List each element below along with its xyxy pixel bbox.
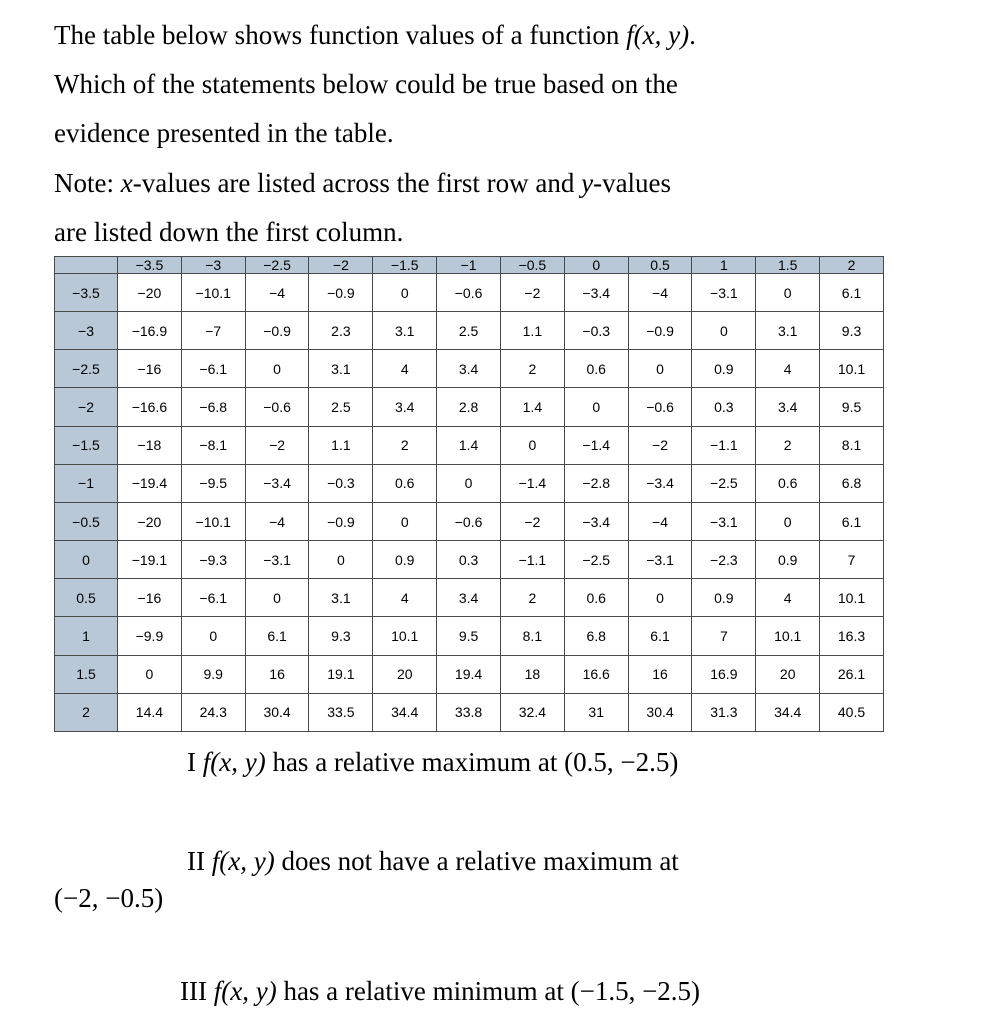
function-value-cell: 0.6	[564, 350, 628, 388]
function-value-cell: 0.9	[756, 541, 820, 579]
table-row	[55, 579, 884, 617]
x-value-header: −3.5	[118, 257, 182, 274]
statement-1-text: has a relative maximum at (0.5, −2.5)	[265, 747, 679, 777]
function-value-cell: 33.5	[309, 693, 373, 731]
y-value-header: −3.5	[55, 274, 118, 312]
function-value-cell: 2.5	[437, 312, 501, 350]
intro-line-3: evidence presented in the table.	[54, 118, 394, 148]
function-value-cell: −16	[118, 579, 182, 617]
function-value-cell: 1.4	[500, 388, 564, 426]
note-text-end: -values	[593, 168, 672, 198]
function-value-cell: 9.5	[820, 388, 884, 426]
x-value-header: 1	[692, 257, 756, 274]
function-value-cell: 2	[500, 350, 564, 388]
statement-1-label: I	[187, 747, 203, 777]
function-value-cell: 30.4	[245, 693, 309, 731]
function-value-cell: −9.3	[181, 541, 245, 579]
function-value-cell: 3.4	[437, 350, 501, 388]
function-value-cell: −0.6	[628, 388, 692, 426]
x-value-header: 0	[564, 257, 628, 274]
function-value-cell: 30.4	[628, 693, 692, 731]
y-value-header: 0	[55, 541, 118, 579]
function-value-cell: −0.9	[309, 274, 373, 312]
function-value-cell: −1.1	[500, 541, 564, 579]
function-value-cell: 2.8	[437, 388, 501, 426]
function-value-cell: −3.4	[628, 464, 692, 502]
y-value-header: 1.5	[55, 655, 118, 693]
function-value-cell: −2	[628, 426, 692, 464]
function-value-cell: 3.1	[309, 579, 373, 617]
function-value-cell: −2	[500, 274, 564, 312]
function-value-cell: −1.1	[692, 426, 756, 464]
statement-1	[187, 746, 678, 778]
function-value-cell: −6.8	[181, 388, 245, 426]
table-row	[55, 693, 884, 731]
x-value-header: −2.5	[245, 257, 309, 274]
function-value-cell: −1.4	[564, 426, 628, 464]
function-value-cell: −16.9	[118, 312, 182, 350]
function-value-cell: 3.4	[756, 388, 820, 426]
function-value-cell: 0	[692, 312, 756, 350]
x-value-header: −3	[181, 257, 245, 274]
function-value-cell: −7	[181, 312, 245, 350]
intro-line-2: Which of the statements below could be true based on the	[54, 69, 678, 99]
function-value-cell: −20	[118, 274, 182, 312]
function-value-cell: 0.6	[756, 464, 820, 502]
function-value-cell: 24.3	[181, 693, 245, 731]
function-value-cell: −19.1	[118, 541, 182, 579]
function-value-cell: −3.4	[564, 274, 628, 312]
function-value-cell: 0.6	[564, 579, 628, 617]
function-value-cell: 9.9	[181, 655, 245, 693]
function-value-cell: 0	[628, 350, 692, 388]
intro-line-4	[54, 168, 671, 198]
function-value-cell: 4	[756, 350, 820, 388]
function-value-cell: 18	[500, 655, 564, 693]
function-value-cell: −0.6	[437, 502, 501, 540]
function-value-cell: −3.4	[245, 464, 309, 502]
intro-line-1	[54, 20, 696, 50]
statement-1-function: f(x, y)	[202, 747, 266, 777]
function-value-cell: −2	[245, 426, 309, 464]
function-value-cell: 31.3	[692, 693, 756, 731]
function-value-cell: −2.3	[692, 541, 756, 579]
function-value-cell: 32.4	[500, 693, 564, 731]
x-value-header: −1	[437, 257, 501, 274]
function-value-cell: 0	[500, 426, 564, 464]
y-value-header: −1	[55, 464, 118, 502]
function-value-cell: −16.6	[118, 388, 182, 426]
table-row	[55, 312, 884, 350]
function-value-cell: 0.9	[692, 579, 756, 617]
statement-3-label: III	[180, 976, 214, 1006]
function-value-cell: −4	[245, 502, 309, 540]
function-value-cell: 0.3	[437, 541, 501, 579]
function-value-cell: −8.1	[181, 426, 245, 464]
function-value-cell: 20	[756, 655, 820, 693]
function-value-cell: −18	[118, 426, 182, 464]
function-value-cell: 16.6	[564, 655, 628, 693]
y-value-header: −2	[55, 388, 118, 426]
function-value-cell: 3.4	[437, 579, 501, 617]
statement-3-text: has a relative minimum at (−1.5, −2.5)	[276, 976, 701, 1006]
function-value-cell: −16	[118, 350, 182, 388]
function-value-cell: −4	[245, 274, 309, 312]
function-value-cell: −2.5	[692, 464, 756, 502]
function-value-cell: −1.4	[500, 464, 564, 502]
function-value-cell: 20	[373, 655, 437, 693]
function-value-cell: −6.1	[181, 350, 245, 388]
function-value-cell: 9.3	[820, 312, 884, 350]
function-value-cell: 2.5	[309, 388, 373, 426]
function-value-cell: 6.8	[564, 617, 628, 655]
x-values-header-row	[55, 257, 884, 274]
function-value-cell: 7	[820, 541, 884, 579]
function-value-cell: 0	[309, 541, 373, 579]
x-value-header: −2	[309, 257, 373, 274]
function-value-cell: 0	[373, 502, 437, 540]
function-value-cell: 0.6	[373, 464, 437, 502]
function-value-cell: 4	[756, 579, 820, 617]
function-value-cell: −4	[628, 502, 692, 540]
intro-line-5: are listed down the first column.	[54, 217, 404, 247]
function-value-cell: 2	[373, 426, 437, 464]
function-value-cell: 6.1	[820, 502, 884, 540]
function-value-cell: 19.1	[309, 655, 373, 693]
function-value-cell: 6.1	[245, 617, 309, 655]
y-value-header: 0.5	[55, 579, 118, 617]
function-value-cell: 0.9	[692, 350, 756, 388]
function-value-cell: 26.1	[820, 655, 884, 693]
table-row	[55, 541, 884, 579]
function-value-cell: 7	[692, 617, 756, 655]
y-value-header: −3	[55, 312, 118, 350]
table-row	[55, 502, 884, 540]
function-value-cell: 8.1	[500, 617, 564, 655]
function-value-cell: 0.9	[373, 541, 437, 579]
function-value-cell: 0	[245, 579, 309, 617]
function-value-cell: 16.9	[692, 655, 756, 693]
y-variable: y	[581, 168, 594, 198]
function-value-cell: 0.3	[692, 388, 756, 426]
function-value-cell: 19.4	[437, 655, 501, 693]
function-values-table	[54, 256, 884, 732]
function-value-cell: 2.3	[309, 312, 373, 350]
statement-2-function: f(x, y)	[211, 846, 275, 876]
statement-2-continuation: (−2, −0.5)	[54, 883, 164, 913]
x-value-header: 1.5	[756, 257, 820, 274]
function-value-cell: −3.1	[628, 541, 692, 579]
x-value-header: 2	[820, 257, 884, 274]
function-value-cell: −0.6	[245, 388, 309, 426]
function-value-cell: 0	[245, 350, 309, 388]
function-value-cell: 1.1	[500, 312, 564, 350]
function-value-cell: −0.9	[628, 312, 692, 350]
x-value-header: −1.5	[373, 257, 437, 274]
function-value-cell: 8.1	[820, 426, 884, 464]
y-value-header: −2.5	[55, 350, 118, 388]
function-value-cell: 16	[245, 655, 309, 693]
table-body	[55, 274, 884, 732]
function-value-cell: 0	[756, 274, 820, 312]
function-value-cell: 34.4	[373, 693, 437, 731]
function-value-cell: 10.1	[820, 579, 884, 617]
function-value-cell: 16	[628, 655, 692, 693]
function-value-cell: −0.6	[437, 274, 501, 312]
intro-period: .	[689, 20, 696, 50]
function-value-cell: −2	[500, 502, 564, 540]
function-value-cell: −10.1	[181, 274, 245, 312]
function-value-cell: 10.1	[373, 617, 437, 655]
function-value-cell: 9.3	[309, 617, 373, 655]
function-value-cell: 6.1	[820, 274, 884, 312]
function-value-cell: 10.1	[756, 617, 820, 655]
function-value-cell: 10.1	[820, 350, 884, 388]
table-row	[55, 274, 884, 312]
function-value-cell: 4	[373, 350, 437, 388]
function-value-cell: 2	[756, 426, 820, 464]
y-value-header: −0.5	[55, 502, 118, 540]
function-value-cell: 3.1	[309, 350, 373, 388]
table-row	[55, 388, 884, 426]
function-value-cell: 2	[500, 579, 564, 617]
function-value-cell: −3.1	[692, 502, 756, 540]
table-row	[55, 655, 884, 693]
function-value-cell: 3.4	[373, 388, 437, 426]
function-value-cell: −20	[118, 502, 182, 540]
statement-2	[187, 845, 679, 877]
statement-3	[180, 975, 700, 1007]
function-value-cell: −0.9	[309, 502, 373, 540]
function-value-cell: 31	[564, 693, 628, 731]
function-value-cell: −9.5	[181, 464, 245, 502]
function-value-cell: 16.3	[820, 617, 884, 655]
function-value-cell: 0	[437, 464, 501, 502]
table-row	[55, 426, 884, 464]
function-value-cell: −3.1	[245, 541, 309, 579]
function-value-cell: 3.1	[373, 312, 437, 350]
function-value-cell: −3.4	[564, 502, 628, 540]
table-row	[55, 464, 884, 502]
function-value-cell: 1.4	[437, 426, 501, 464]
function-value-cell: −2.8	[564, 464, 628, 502]
function-value-cell: 6.8	[820, 464, 884, 502]
function-value-cell: 0	[756, 502, 820, 540]
x-value-header: −0.5	[500, 257, 564, 274]
function-value-cell: −3.1	[692, 274, 756, 312]
function-value-cell: 3.1	[756, 312, 820, 350]
x-value-header: 0.5	[628, 257, 692, 274]
x-variable: x	[120, 168, 133, 198]
function-value-cell: −0.3	[309, 464, 373, 502]
function-value-cell: 0	[373, 274, 437, 312]
corner-cell	[55, 257, 118, 274]
function-value-cell: 9.5	[437, 617, 501, 655]
y-value-header: 2	[55, 693, 118, 731]
statement-2-label: II	[187, 846, 212, 876]
function-value-cell: 14.4	[118, 693, 182, 731]
note-label: Note:	[54, 168, 121, 198]
function-value-cell: −0.3	[564, 312, 628, 350]
function-value-cell: −9.9	[118, 617, 182, 655]
intro-text: The table below shows function values of a function	[54, 20, 627, 50]
function-value-cell: 0	[628, 579, 692, 617]
function-value-cell: −19.4	[118, 464, 182, 502]
function-value-cell: −0.9	[245, 312, 309, 350]
function-notation: f(x, y)	[626, 20, 690, 50]
table-row	[55, 350, 884, 388]
function-value-cell: −6.1	[181, 579, 245, 617]
function-value-cell: 1.1	[309, 426, 373, 464]
table-row	[55, 617, 884, 655]
function-value-cell: 0	[564, 388, 628, 426]
function-value-cell: 0	[118, 655, 182, 693]
statement-2-text: does not have a relative maximum at	[274, 846, 679, 876]
function-value-cell: 33.8	[437, 693, 501, 731]
function-value-cell: 40.5	[820, 693, 884, 731]
y-value-header: −1.5	[55, 426, 118, 464]
function-value-cell: 34.4	[756, 693, 820, 731]
function-value-cell: −4	[628, 274, 692, 312]
statement-3-function: f(x, y)	[213, 976, 277, 1006]
function-value-cell: −10.1	[181, 502, 245, 540]
function-value-cell: 4	[373, 579, 437, 617]
function-value-cell: 0	[181, 617, 245, 655]
y-value-header: 1	[55, 617, 118, 655]
note-text: -values are listed across the first row and	[132, 168, 582, 198]
function-value-cell: −2.5	[564, 541, 628, 579]
function-value-cell: 6.1	[628, 617, 692, 655]
